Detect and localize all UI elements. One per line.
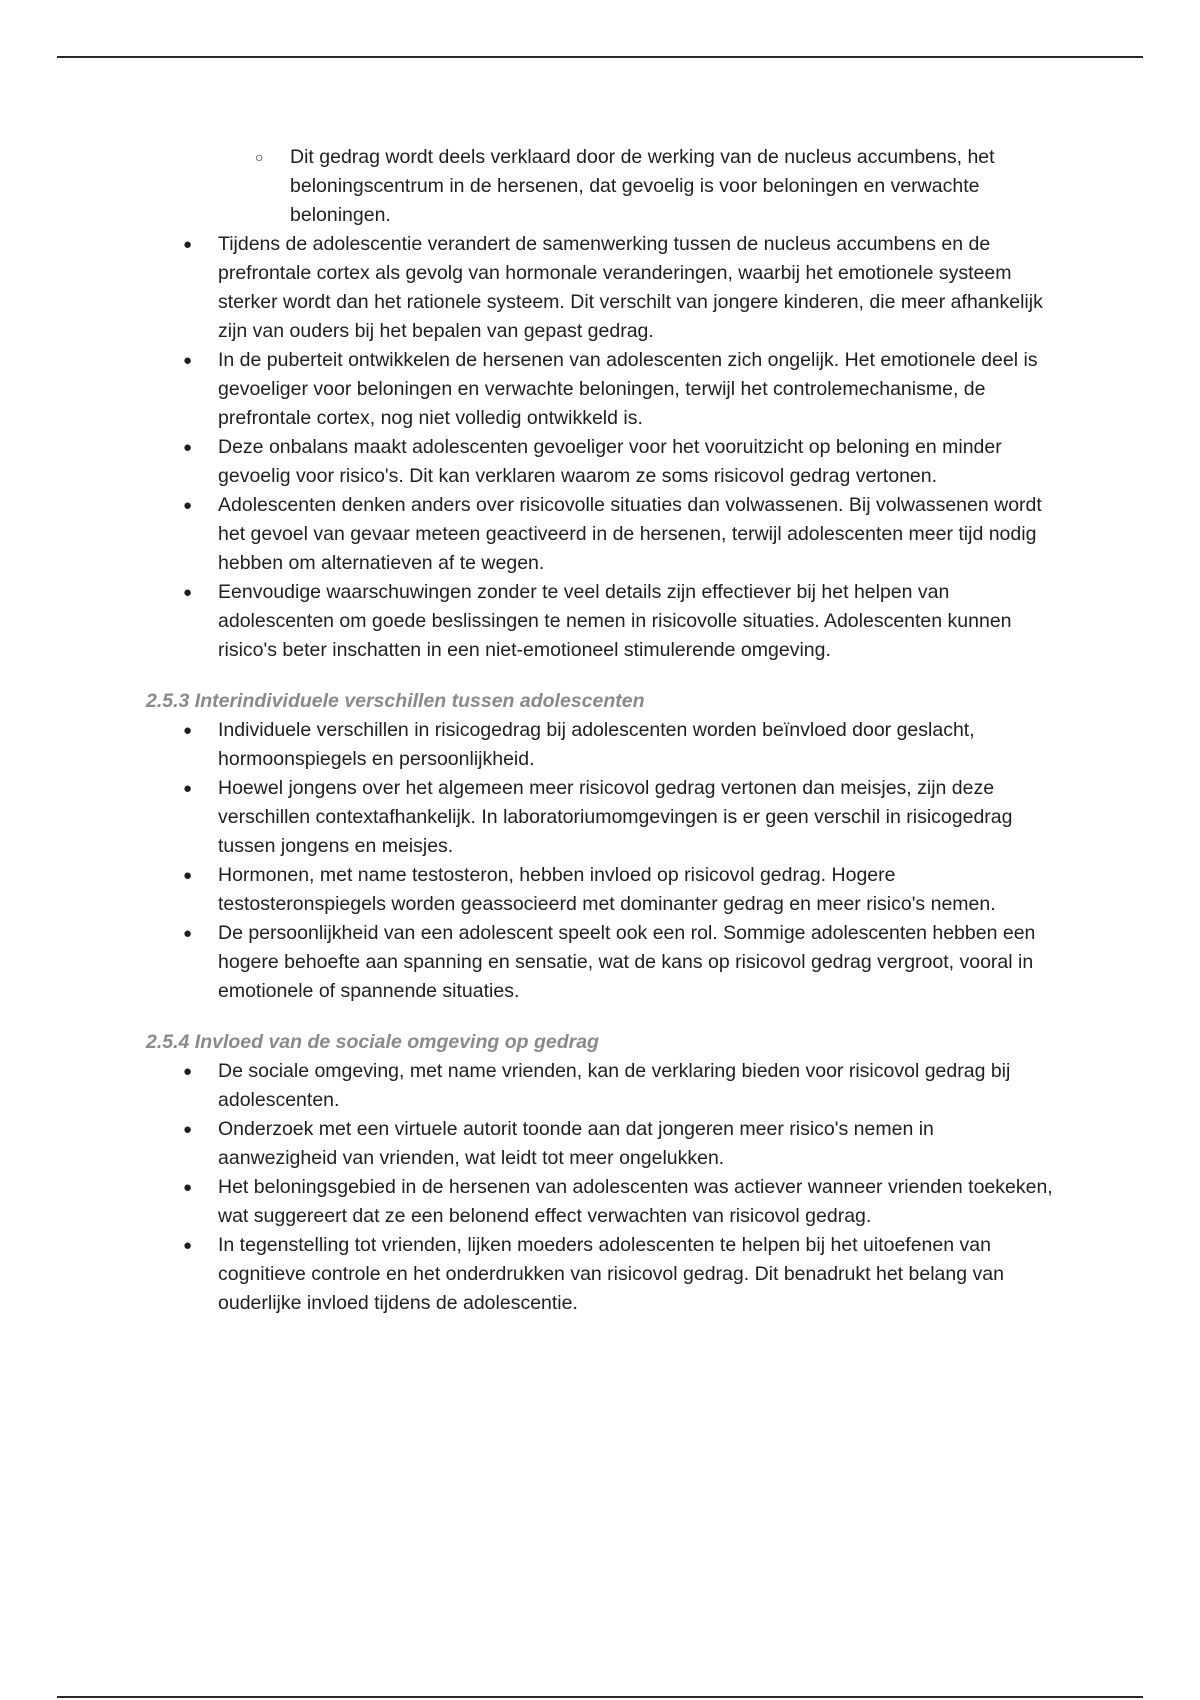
list-item-text: Tijdens de adolescentie verandert de samenwerking tussen de nucleus accumbens en de prefrontale cortex als gevolg van hormonale veranderingen, waarbij het emotionele systeem sterker wordt dan het rationele systeem. Dit verschilt van jongere kinderen, die meer afhankelijk zijn van ouders bij het bepalen van gepast gedrag. [218, 233, 1043, 342]
section-2-5-4 [0, 1028, 1200, 1318]
bullet-icon: ● [183, 497, 193, 514]
bullet-icon: ● [183, 867, 193, 884]
list-item-text: Deze onbalans maakt adolescenten gevoeliger voor het vooruitzicht op beloning en minder gevoelig voor risico's. Dit kan verklaren waarom ze soms risicovol gedrag vertonen. [218, 436, 1002, 487]
bullet-icon: ● [183, 780, 193, 797]
section-heading: 2.5.3 Interindividuele verschillen tussen adolescenten [146, 690, 645, 712]
list-item [0, 919, 1058, 1006]
list-item-text: Hoewel jongens over het algemeen meer risicovol gedrag vertonen dan meisjes, zijn deze verschillen contextafhankelijk. In laboratoriumomgevingen is er geen verschil in risicogedrag tussen jongens en meisjes. [218, 777, 1013, 857]
list-item [0, 433, 1058, 491]
hollow-bullet-icon: ○ [255, 149, 264, 165]
list-item-text: Individuele verschillen in risicogedrag bij adolescenten worden beïnvloed door geslacht, hormoonspiegels en persoonlijkheid. [218, 719, 975, 770]
section-2-5-3 [0, 687, 1200, 1006]
bullet-icon: ● [183, 1063, 193, 1080]
list-item-text: Hormonen, met name testosteron, hebben invloed op risicovol gedrag. Hogere testosteronspiegels worden geassocieerd met dominanter gedrag en meer risico's nemen. [218, 864, 996, 915]
bullet-icon: ● [183, 352, 193, 369]
list-item [0, 716, 1058, 774]
list-item [0, 1231, 1058, 1318]
bullet-icon: ● [183, 1179, 193, 1196]
list-item-text: In de puberteit ontwikkelen de hersenen van adolescenten zich ongelijk. Het emotionele deel is gevoeliger voor beloningen en verwachte beloningen, terwijl het controlemechanisme, de prefrontale cortex, nog niet volledig ontwikkeld is. [218, 349, 1038, 429]
document-body [0, 143, 1200, 1318]
intro-list [0, 143, 1200, 665]
list-item [0, 774, 1058, 861]
bullet-icon: ● [183, 236, 193, 253]
bullet-icon: ● [183, 925, 193, 942]
bullet-icon: ● [183, 1121, 193, 1138]
list-item [0, 578, 1058, 665]
footer-rule [57, 1696, 1143, 1698]
list-item-text: De persoonlijkheid van een adolescent speelt ook een rol. Sommige adolescenten hebben een hogere behoefte aan spanning en sensatie, wat de kans op risicovol gedrag vergroot, vooral in emotionele of spannende situaties. [218, 922, 1036, 1002]
header-rule [57, 56, 1143, 58]
list-item [0, 1173, 1058, 1231]
list-item [0, 230, 1058, 346]
list-item-text: Het beloningsgebied in de hersenen van adolescenten was actiever wanneer vrienden toekeken, wat suggereert dat ze een belonend effect verwachten van risicovol gedrag. [218, 1176, 1053, 1227]
bullet-icon: ● [183, 584, 193, 601]
list-item-text: In tegenstelling tot vrienden, lijken moeders adolescenten te helpen bij het uitoefenen van cognitieve controle en het onderdrukken van risicovol gedrag. Dit benadrukt het belang van ouderlijke invloed tijdens de adolescentie. [218, 1234, 1004, 1314]
list-item-text: Dit gedrag wordt deels verklaard door de werking van de nucleus accumbens, het beloningscentrum in de hersenen, dat gevoelig is voor beloningen en verwachte beloningen. [290, 146, 995, 226]
list-item [0, 491, 1058, 578]
list-item-sub [0, 143, 1060, 230]
list-item [0, 861, 1058, 919]
list-item [0, 1057, 1058, 1115]
bullet-icon: ● [183, 722, 193, 739]
section-heading: 2.5.4 Invloed van de sociale omgeving op gedrag [146, 1031, 599, 1053]
list-item-text: Adolescenten denken anders over risicovolle situaties dan volwassenen. Bij volwassenen wordt het gevoel van gevaar meteen geactiveerd in de hersenen, terwijl adolescenten meer tijd nodig hebben om alternatieven af te wegen. [218, 494, 1042, 574]
list-item-text: Eenvoudige waarschuwingen zonder te veel details zijn effectiever bij het helpen van adolescenten om goede beslissingen te nemen in risicovolle situaties. Adolescenten kunnen risico's beter inschatten in een niet-emotioneel stimulerende omgeving. [218, 581, 1012, 661]
list-item-text: De sociale omgeving, met name vrienden, kan de verklaring bieden voor risicovol gedrag bij adolescenten. [218, 1060, 1011, 1111]
list-item [0, 1115, 1058, 1173]
bullet-icon: ● [183, 1237, 193, 1254]
list-item-text: Onderzoek met een virtuele autorit toonde aan dat jongeren meer risico's nemen in aanwezigheid van vrienden, wat leidt tot meer ongelukken. [218, 1118, 934, 1169]
bullet-icon: ● [183, 439, 193, 456]
list-item [0, 346, 1058, 433]
